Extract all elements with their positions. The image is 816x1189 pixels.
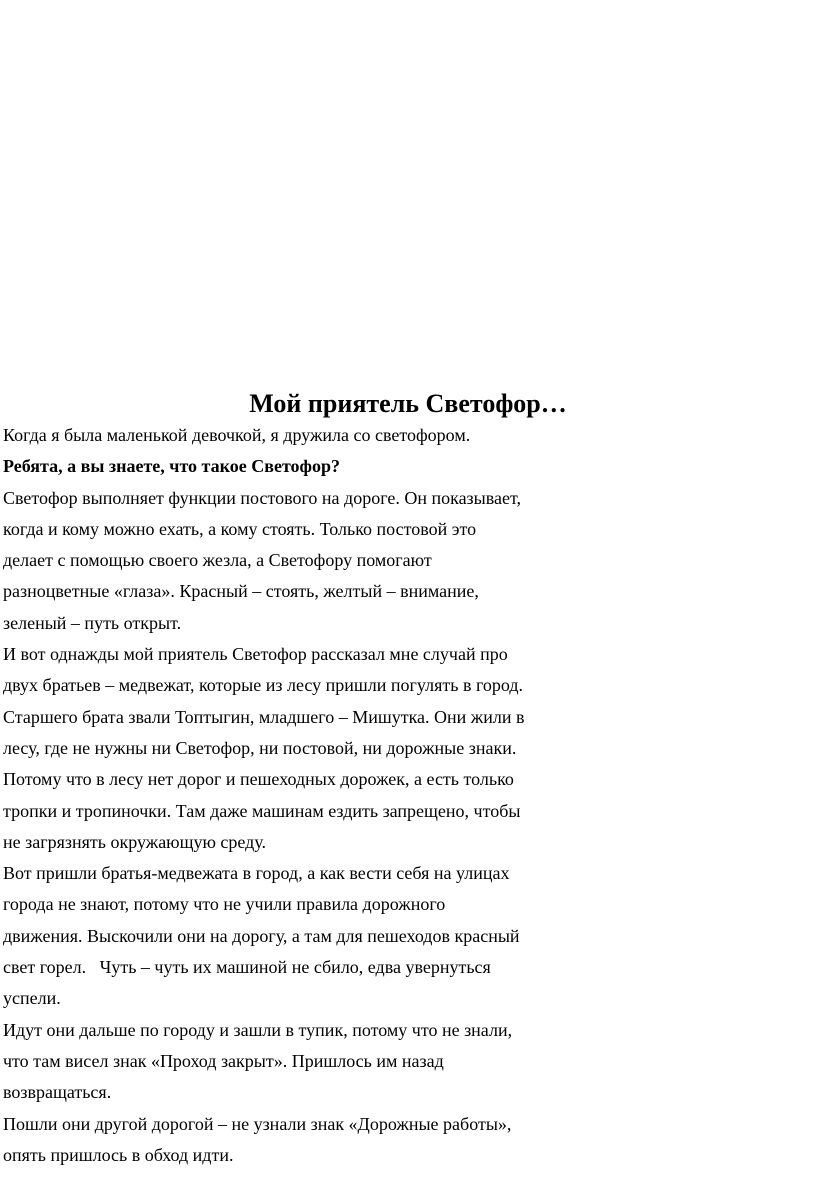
text-line: Светофор выполняет функции постового на дороге. Он показывает,: [3, 487, 522, 508]
text-line: делает с помощью своего жезла, а Светофору помогают: [3, 550, 432, 571]
text-line: когда и кому можно ехать, а кому стоять. Только постовой это: [3, 518, 477, 539]
text-line: успели.: [3, 988, 61, 1009]
text-line: тропки и тропиночки. Там даже машинам ездить запрещено, чтобы: [3, 800, 521, 821]
text-line: не загрязнять окружающую среду.: [3, 831, 267, 852]
text-line: свет горел. Чуть – чуть их машиной не сбило, едва увернуться: [3, 957, 491, 978]
text-line: Когда я была маленькой девочкой, я дружила со светофором.: [3, 425, 471, 445]
text-line: города не знают, потому что не учили правила дорожного: [3, 894, 446, 915]
text-line: И вот однажды мой приятель Светофор рассказал мне случай про: [3, 644, 508, 665]
text-line: Идут они дальше по городу и зашли в тупик, потому что не знали,: [3, 1019, 513, 1040]
text-line: Пошли они другой дорогой – не узнали знак «Дорожные работы»,: [3, 1113, 512, 1134]
text-line: двух братьев – медвежат, которые из лесу пришли погулять в город.: [3, 675, 524, 696]
text-line: опять пришлось в обход идти.: [3, 1144, 234, 1165]
text-line: возвращаться.: [3, 1082, 112, 1103]
document-title: Мой приятель Светофор…: [249, 389, 567, 418]
text-line: зеленый – путь открыт.: [3, 612, 182, 633]
text-line: Потому что в лесу нет дорог и пешеходных дорожек, а есть только: [3, 769, 514, 790]
document-body: [3, 420, 816, 1171]
text-line: что там висел знак «Проход закрыт». Пришлось им назад: [3, 1050, 444, 1071]
bold-question-line: Ребята, а вы знаете, что такое Светофор?: [3, 456, 341, 477]
text-line: движения. Выскочили они на дорогу, а там для пешеходов красный: [3, 925, 520, 946]
text-line: Вот пришли братья-медвежата в город, а как вести себя на улицах: [3, 863, 510, 884]
text-line: разноцветные «глаза». Красный – стоять, желтый – внимание,: [3, 581, 479, 602]
text-line: лесу, где не нужны ни Светофор, ни постовой, ни дорожные знаки.: [3, 737, 517, 758]
text-line: Старшего брата звали Топтыгин, младшего – Мишутка. Они жили в: [3, 706, 525, 727]
